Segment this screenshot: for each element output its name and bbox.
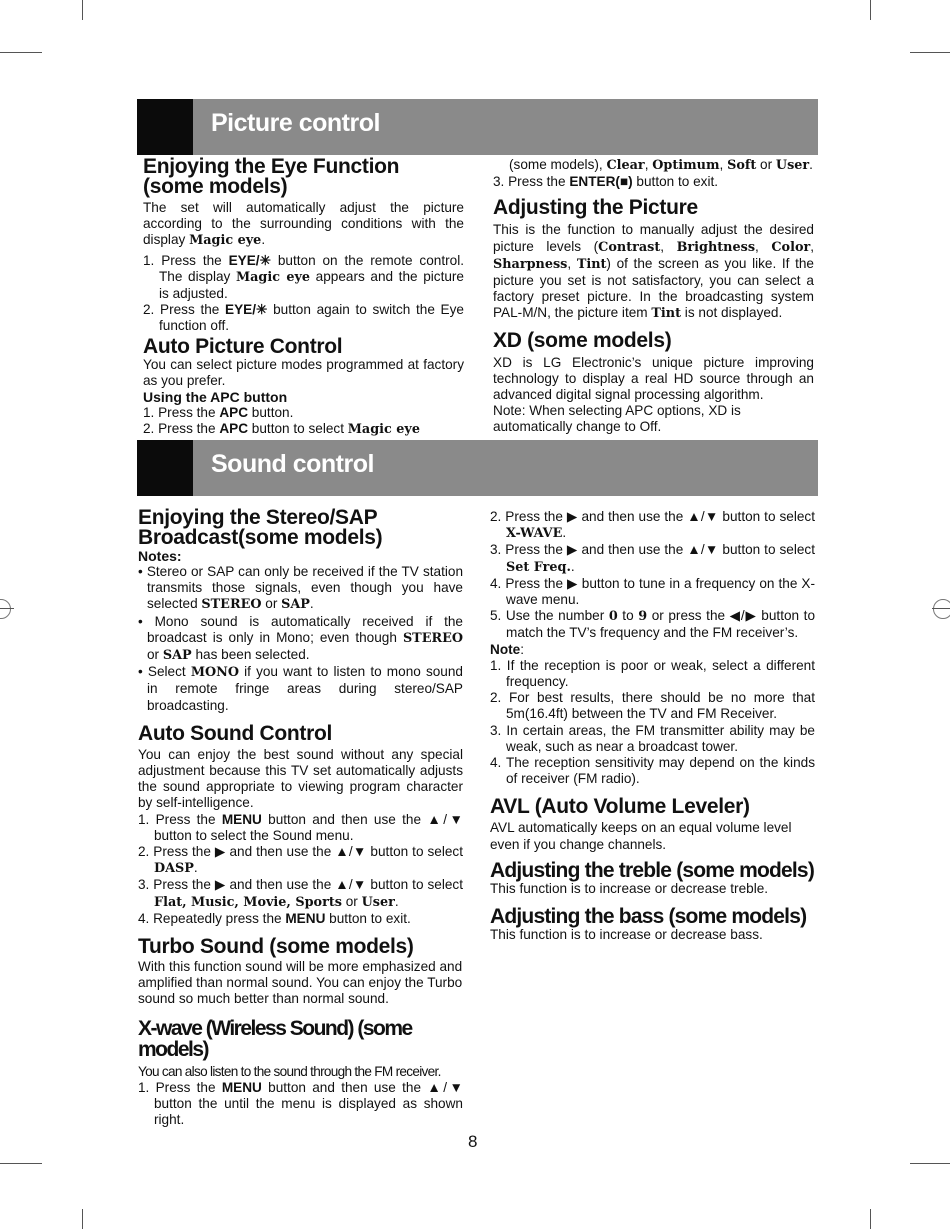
bass-heading: Adjusting the bass (some models) xyxy=(490,905,807,929)
page-number: 8 xyxy=(468,1132,478,1151)
avl-heading: AVL (Auto Volume Leveler) xyxy=(490,795,750,819)
xd-heading: XD (some models) xyxy=(493,328,672,352)
turbo-sound-text: With this function sound will be more emphasized and amplified than normal sound. You can enjoy the Turbo sound so much better than normal sound. xyxy=(138,959,463,1007)
asc-step-4: 4. Repeatedly press the MENU button to exit. xyxy=(138,910,411,926)
registration-mark-left xyxy=(0,599,11,619)
crop-mark xyxy=(910,1163,950,1164)
note-item: 2. For best results, there should be no more that 5m(16.4ft) between the TV and FM Receiver. xyxy=(490,690,815,722)
apc-intro: You can select picture modes programmed at factory as you prefer. xyxy=(143,356,464,388)
registration-mark-right xyxy=(933,599,950,619)
note-bullet: • Stereo or SAP can only be received if the TV station transmits those signals, even though you have selected STEREO or SAP. xyxy=(138,564,463,613)
crop-mark xyxy=(82,1209,83,1229)
treble-heading: Adjusting the treble (some models) xyxy=(490,858,815,882)
note-item: 4. The reception sensitivity may depend on the kinds of receiver (FM radio). xyxy=(490,755,815,787)
xwave-step-1: 1. Press the MENU button and then use the ▲/▼ button the until the menu is displayed as shown right. xyxy=(138,1079,464,1128)
registration-line-left xyxy=(0,608,14,609)
apc-subheading: Using the APC button xyxy=(143,389,288,406)
eye-step-1: 1. Press the EYE/✳ button on the remote control. The display Magic eye appears and the picture is adjusted. xyxy=(143,252,464,302)
crop-mark xyxy=(910,52,950,53)
band-black-block xyxy=(137,99,193,155)
section-band-picture xyxy=(137,99,818,155)
eye-intro: The set will automatically adjust the picture according to the surrounding conditions with the display Magic eye. xyxy=(143,200,464,249)
stereo-heading: Enjoying the Stereo/SAP Broadcast(some models) xyxy=(138,506,383,549)
xwave-step-2: 2. Press the ▶ and then use the ▲/▼ button to select X-WAVE. xyxy=(490,509,815,542)
note-bullet: • Mono sound is automatically received if the broadcast is only in Mono; even though STEREO or SAP has been selected. xyxy=(138,613,463,664)
note-bullet: • Select MONO if you want to listen to mono sound in remote fringe areas during stereo/SAP broadcasting. xyxy=(138,664,463,713)
auto-sound-heading: Auto Sound Control xyxy=(138,721,333,745)
adjust-picture-heading: Adjusting the Picture xyxy=(493,196,698,220)
crop-mark xyxy=(82,0,83,20)
sound-column-left xyxy=(138,508,463,1128)
xwave-intro: You can also listen to the sound through the FM receiver. xyxy=(138,1063,441,1079)
crop-mark xyxy=(0,1163,42,1164)
apc-heading: Auto Picture Control xyxy=(143,334,343,358)
registration-line-right xyxy=(932,608,950,609)
asc-step-3: 3. Press the ▶ and then use the ▲/▼ button to select Flat, Music, Movie, Sports or User. xyxy=(138,877,463,910)
note-label: Note: xyxy=(490,641,524,657)
xwave-step-4: 4. Press the ▶ button to tune in a frequency on the X-wave menu. xyxy=(490,575,815,608)
xwave-heading: X-wave (Wireless Sound) (some models) xyxy=(138,1016,412,1061)
apc-step-1: 1. Press the APC button. xyxy=(143,405,294,421)
section-band-sound xyxy=(137,440,818,496)
note-item: 1. If the reception is poor or weak, select a different frequency. xyxy=(490,657,815,690)
treble-text: This function is to increase or decrease treble. xyxy=(490,880,769,896)
asc-step-2: 2. Press the ▶ and then use the ▲/▼ button to select DASP. xyxy=(138,844,463,877)
sound-column-right xyxy=(490,509,815,943)
note-item: 3. In certain areas, the FM transmitter ability may be weak, such as near a broadcast tower. xyxy=(490,722,815,754)
section-title: Picture control xyxy=(211,109,380,137)
eye-step-2: 2. Press the EYE/✳ button again to switch the Eye function off. xyxy=(143,302,464,334)
eye-heading: Enjoying the Eye Function (some models) xyxy=(143,155,400,198)
picture-column-right xyxy=(493,157,814,436)
picture-column-left xyxy=(143,155,464,438)
section-title: Sound control xyxy=(211,450,374,478)
xwave-step-5: 5. Use the number 0 to 9 or press the ◀/▶ button to match the TV’s frequency and the FM receiver’s. xyxy=(490,608,816,641)
apc-step-2-cont: (some models), Clear, Optimum, Soft or User. xyxy=(509,157,813,173)
crop-mark xyxy=(870,1209,871,1229)
xwave-step-3: 3. Press the ▶ and then use the ▲/▼ button to select Set Freq.. xyxy=(490,542,815,575)
band-black-block xyxy=(137,440,193,496)
notes-label: Notes: xyxy=(138,548,182,564)
asc-step-1: 1. Press the MENU button and then use the ▲/▼ button to select the Sound menu. xyxy=(138,811,464,843)
bass-text: This function is to increase or decrease bass. xyxy=(490,927,763,943)
avl-text: AVL automatically keeps on an equal volume level even if you change channels. xyxy=(490,820,792,852)
adjust-picture-text: This is the function to manually adjust the desired picture levels (Contrast, Brightness, Color, Sharpness, Tint) of the screen as you like. If the picture you set is not satisfactory, you can select a factory preset picture. In the broadcasting system PAL-M/N, the picture item Tint is not displayed. xyxy=(493,222,814,322)
apc-step-2-start: 2. Press the APC button to select Magic eye xyxy=(143,421,420,438)
crop-mark xyxy=(870,0,871,20)
xd-note: Note: When selecting APC options, XD is automatically change to Off. xyxy=(493,403,741,435)
xd-text: XD is LG Electronic’s unique picture improving technology to display a real HD source through an advanced digital signal processing algorithm. xyxy=(493,354,814,403)
apc-step-3: 3. Press the ENTER(■) button to exit. xyxy=(493,174,719,190)
crop-mark xyxy=(0,52,42,53)
auto-sound-intro: You can enjoy the best sound without any special adjustment because this TV set automatically adjusts the sound appropriate to viewing program character by self-intelligence. xyxy=(138,746,463,811)
turbo-sound-heading: Turbo Sound (some models) xyxy=(138,935,414,959)
